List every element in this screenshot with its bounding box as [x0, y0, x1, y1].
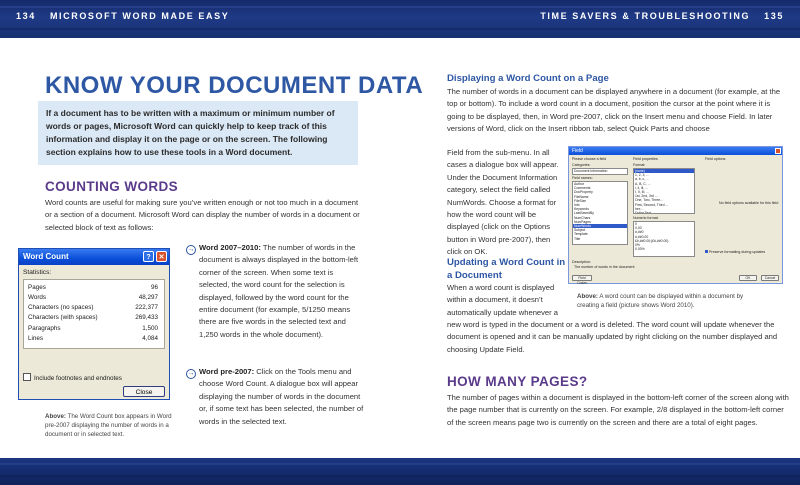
stat-value: 1,500 [142, 325, 158, 332]
left-running-header [16, 11, 229, 21]
caption-label: Above: [45, 413, 66, 420]
list-item[interactable]: Title [574, 236, 581, 241]
arrow-bullet-icon: → [187, 246, 195, 253]
stat-row [28, 335, 160, 342]
close-icon[interactable]: ✕ [156, 251, 167, 262]
list-item[interactable]: Template [574, 232, 588, 237]
display-word-count-heading: Displaying a Word Count on a Page [447, 73, 609, 84]
list-item[interactable]: £#,##0.00;(£#,##0.00) [635, 238, 669, 243]
stat-value: 96 [150, 284, 158, 291]
list-item[interactable]: A, B, C, ... [635, 181, 651, 186]
footnotes-checkbox-label: Include footnotes and endnotes [34, 375, 122, 382]
list-item[interactable]: 1st, 2nd, 3rd ... [635, 194, 658, 199]
choose-field-label: Please choose a field [572, 157, 607, 161]
bullet-word-2007-label: Word 2007–2010: [199, 243, 261, 252]
stat-value: 222,377 [135, 304, 158, 311]
field-dialog-caption [577, 292, 752, 310]
field-names-list[interactable] [572, 181, 628, 245]
field-properties-label: Field properties [633, 157, 658, 161]
display-word-count-text: The number of words in a document can be displayed anywhere in a document (for example, at the top or bottom). To include a word count in a document, position the cursor at the point where it is going to be displayed, then, in Word pre-2007, click on the Insert menu and choose Field. In later versions of Word, click on the Insert ribbon tab, select Quick Parts and choose [447, 87, 781, 134]
updating-word-count-text: new word is typed in the document or a word is deleted. The word count will update whenever the document is opened and it can be manually updated by right clicking on the number displayed and choosing Update Field. [447, 320, 778, 354]
list-item[interactable]: NumPages [574, 219, 591, 224]
list-item[interactable]: One, Two, Three... [635, 198, 663, 203]
bullet-word-pre2007-text: Click on the Tools menu and choose Word Count. A dialogue box will appear displaying the number of words in the document or, if some text has been selected, the number of words in the selected text. [199, 367, 364, 426]
right-running-header [540, 11, 784, 21]
list-item[interactable]: 1, 2, 3, ... [635, 173, 650, 178]
how-many-pages-heading: HOW MANY PAGES? [447, 374, 588, 389]
list-item[interactable]: Keywords [574, 207, 589, 212]
bullet-word-2007 [199, 242, 365, 341]
stat-label: Characters (with spaces) [28, 314, 98, 321]
word-count-title: Word Count [23, 252, 69, 261]
stat-label: Lines [28, 335, 44, 342]
header-band [0, 0, 800, 38]
preserve-label: Preserve formatting during updates [709, 250, 766, 254]
bullet-word-pre2007-label: Word pre-2007: [199, 367, 255, 376]
description-text: The number of words in the document [574, 265, 635, 269]
list-item[interactable]: I, II, III, ... [635, 190, 650, 195]
statistics-panel [23, 279, 165, 349]
bullet-word-2007-text: The number of words in the document is always displayed in the bottom-left corner of the screen. When some text is selected, the word count for the selection is displayed, followed by the word count for the entire document (for example, 5/1250 means there are five words in the selected text and 1,250 words in the whole document). [199, 243, 359, 339]
field-codes-button[interactable]: Field Codes [572, 275, 592, 281]
list-item[interactable]: 0,00 [635, 226, 642, 231]
checkbox-checked-icon[interactable] [705, 250, 708, 253]
stat-row [28, 314, 160, 321]
counting-words-heading: COUNTING WORDS [45, 179, 179, 194]
stat-label: Pages [28, 284, 46, 291]
statistics-label: Statistics: [23, 269, 52, 276]
caption-text: The Word Count box appears in Word pre-2007 displaying the number of words in a document or in selected text. [45, 413, 172, 438]
bullet-word-pre2007 [199, 366, 365, 428]
caption-text: A word count can be displayed within a document by creating a field (picture shows Word 2010). [577, 293, 744, 309]
cancel-button[interactable]: Cancel [761, 275, 779, 281]
arrow-bullet-icon: → [187, 370, 195, 377]
left-header-title: MICROSOFT WORD MADE EASY [49, 11, 230, 21]
list-item[interactable]: FileName [574, 194, 589, 199]
word-count-titlebar [19, 249, 169, 265]
stat-label: Words [28, 294, 47, 301]
no-options-text: No field options available for this field [719, 201, 779, 205]
list-item[interactable]: Subject [574, 228, 586, 233]
footer-band [0, 458, 800, 485]
category-value: Document Information [574, 169, 608, 173]
updating-word-count-heading: Updating a Word Count in a Document [447, 257, 566, 281]
list-item[interactable]: DocProperty [574, 190, 593, 195]
list-item[interactable]: 0 [635, 222, 637, 226]
right-header-title: TIME SAVERS & TROUBLESHOOTING [540, 11, 751, 21]
left-page-number: 134 [16, 11, 36, 21]
stat-row [28, 304, 160, 311]
list-item[interactable]: 0% [635, 243, 640, 248]
categories-label: Categories: [572, 163, 591, 167]
stat-label: Paragraphs [28, 325, 61, 332]
how-many-pages-text: The number of pages within a document is displayed in the bottom-left corner of the screen along with the page number that is currently on the screen. For example, 2/8 displayed in the bottom-left corner of the screen means page two is currently on the screen and there are a total of eight pages. [447, 393, 789, 427]
list-item[interactable]: #,##0 [635, 230, 644, 235]
display-word-count-text-narrow: Field from the sub-menu. In all cases a dialogue box will appear. Under the Document Information category, select the field called NumWords. Choose a format for how the word count will be displayed (click on the Options button in Word pre-2007), then click on OK. [447, 148, 559, 257]
field-dialog [568, 146, 783, 284]
stat-row [28, 294, 160, 301]
list-item[interactable]: #,##0.00 [635, 234, 649, 239]
field-dialog-titlebar [569, 147, 782, 155]
numeric-format-list[interactable] [633, 221, 695, 257]
preserve-checkbox[interactable] [705, 250, 765, 254]
list-item[interactable]: a, b, c, ... [635, 177, 649, 182]
list-item[interactable]: LastSavedBy [574, 211, 594, 216]
right-page-number: 135 [764, 11, 784, 21]
stat-value: 4,084 [142, 335, 158, 342]
list-item[interactable]: Comments [574, 186, 591, 191]
intro-box: If a document has to be written with a maximum or minimum number of words or pages, Microsoft Word can quickly help to keep track of this information and display it on the page or on the screen. The following section explains how to use these tools in a Word document. [38, 101, 358, 165]
footnotes-checkbox[interactable] [23, 373, 122, 382]
field-dialog-title: Field [572, 148, 583, 154]
word-count-caption [45, 412, 177, 439]
stat-value: 48,297 [138, 294, 158, 301]
list-item[interactable]: Info [574, 203, 580, 208]
description-label: Description: [572, 260, 591, 264]
list-item[interactable]: i, ii, iii, ... [635, 185, 648, 190]
help-icon[interactable]: ? [143, 251, 154, 262]
field-options-label: Field options [705, 157, 726, 161]
checkbox-icon[interactable] [23, 373, 31, 381]
stat-row [28, 284, 160, 291]
updating-word-count-text-narrow: When a word count is displayed within a document, it doesn’t automatically update whenever a [447, 283, 559, 317]
list-item[interactable]: (none) [634, 169, 694, 173]
stat-value: 269,433 [135, 314, 158, 321]
category-select[interactable] [572, 168, 628, 175]
list-item[interactable]: NumWords [573, 224, 627, 228]
ok-button[interactable]: OK [739, 275, 757, 281]
format-label: Format: [633, 163, 646, 167]
word-count-dialog [18, 248, 170, 400]
close-icon[interactable] [775, 148, 781, 154]
caption-label: Above: [577, 293, 598, 300]
list-item[interactable]: NumChars [574, 215, 591, 220]
list-item[interactable]: Author [574, 182, 584, 186]
list-item[interactable]: 0.00% [635, 247, 645, 252]
stat-row [28, 325, 160, 332]
list-item[interactable]: First, Second, Third ... [635, 202, 669, 207]
format-list[interactable] [633, 168, 695, 214]
list-item[interactable]: hex ... [635, 206, 645, 211]
close-button[interactable]: Close [123, 386, 165, 397]
counting-words-text: Word counts are useful for making sure you’ve written enough or not too much in a document or a section of a document. Microsoft Word can display the number of words in a document or selected block of text as follows: [45, 198, 360, 232]
list-item[interactable]: Dollar Text [635, 211, 651, 214]
list-item[interactable]: FileSize [574, 198, 587, 203]
numeric-format-label: Numeric format: [633, 216, 659, 220]
field-names-label: Field names: [572, 176, 593, 180]
page-title: KNOW YOUR DOCUMENT DATA [45, 72, 424, 99]
stat-label: Characters (no spaces) [28, 304, 94, 311]
